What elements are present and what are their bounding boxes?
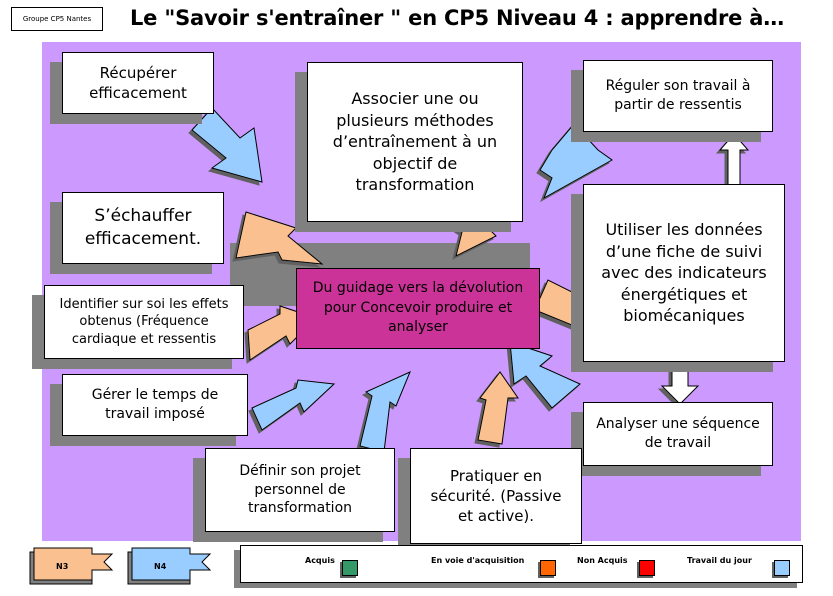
arrow-down-analyser — [662, 366, 698, 404]
central-goal: Du guidage vers la dévolution pour Concevoir produire et analyser — [296, 268, 540, 349]
n4-label: N4 — [154, 562, 167, 571]
page-title: Le "Savoir s'entraîner " en CP5 Niveau 4 : apprendre à… — [130, 6, 785, 30]
box-reguler: Réguler son travail à partir de ressentis — [583, 60, 773, 132]
box-gerer: Gérer le temps de travail imposé — [62, 374, 248, 436]
box-definir: Définir son projet personnel de transformation — [205, 448, 395, 532]
legend-en-voie-swatch — [540, 560, 556, 576]
arrow-definir — [360, 372, 410, 452]
level-legend-arrows — [0, 540, 240, 596]
legend-acquis-swatch — [342, 560, 358, 576]
status-legend — [240, 545, 803, 583]
n3-arrow-shape — [34, 548, 112, 580]
n4-arrow-shape — [132, 548, 210, 580]
legend-acquis-label: Acquis — [305, 556, 335, 565]
box-associer: Associer une ou plusieurs méthodes d’entraînement à un objectif de transformation — [307, 62, 523, 222]
n3-label: N3 — [56, 562, 69, 571]
legend-travail-label: Travail du jour — [687, 556, 752, 565]
legend-non-acquis-swatch — [639, 560, 655, 576]
box-utiliser: Utiliser les données d’une fiche de suivi avec des indicateurs énergétiques et biomécaniques — [583, 184, 785, 362]
box-analyser: Analyser une séquence de travail — [583, 402, 773, 466]
arrow-pratiquer-blue — [510, 342, 580, 408]
box-pratiquer: Pratiquer en sécurité. (Passive et active). — [410, 448, 582, 544]
legend-travail-swatch — [774, 560, 790, 576]
arrow-up-reguler — [720, 134, 748, 186]
arrow-pratiquer-peach — [478, 372, 518, 444]
legend-en-voie-label: En voie d'acquisition — [431, 556, 525, 565]
box-identifier: Identifier sur soi les effets obtenus (Fréquence cardiaque et ressentis — [44, 285, 244, 359]
box-echauffer: S’échauffer efficacement. — [62, 192, 224, 264]
legend-non-acquis-label: Non Acquis — [577, 556, 628, 565]
box-recuperer: Récupérer efficacement — [62, 52, 214, 114]
group-label: Groupe CP5 Nantes — [11, 7, 103, 31]
arrow-gerer — [252, 380, 334, 430]
arrow-recuperer — [192, 108, 262, 182]
